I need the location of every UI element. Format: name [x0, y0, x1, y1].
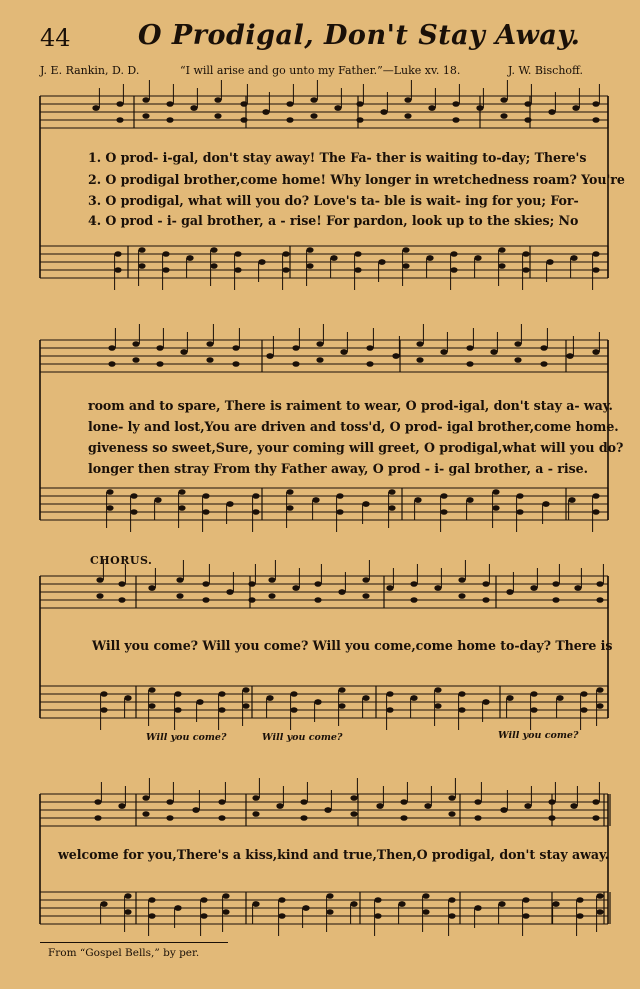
note-head	[286, 101, 293, 107]
note-head	[210, 247, 217, 253]
note-head	[576, 913, 583, 919]
note-head	[130, 493, 137, 499]
note-head	[232, 361, 239, 367]
note-head	[522, 251, 529, 257]
note-head	[416, 341, 423, 347]
note-head	[262, 109, 269, 115]
note-head	[566, 353, 573, 359]
note-head	[292, 345, 299, 351]
note-head	[552, 581, 559, 587]
note-head	[108, 361, 115, 367]
note-head	[286, 489, 293, 495]
note-head	[100, 901, 107, 907]
note-head	[514, 357, 521, 363]
note-head	[424, 803, 431, 809]
note-head	[392, 353, 399, 359]
note-head	[94, 799, 101, 805]
note-head	[574, 585, 581, 591]
chorus-lyric-line-1: Will you come? Will you come? Will you come,come home to-day? There is	[92, 638, 613, 653]
note-head	[124, 695, 131, 701]
note-head	[592, 251, 599, 257]
note-head	[202, 493, 209, 499]
note-head	[202, 509, 209, 515]
note-head	[548, 109, 555, 115]
note-head	[400, 815, 407, 821]
note-head	[218, 691, 225, 697]
note-head	[96, 577, 103, 583]
note-head	[114, 251, 121, 257]
note-head	[234, 267, 241, 273]
note-head	[378, 259, 385, 265]
note-head	[178, 489, 185, 495]
note-head	[410, 581, 417, 587]
note-head	[206, 341, 213, 347]
footnote-rule	[40, 942, 228, 943]
note-head	[124, 909, 131, 915]
verse-line-1a: 1. O prod- i-gal, don't stay away! The Fa- ther is waiting to-day; There's	[88, 150, 587, 165]
note-head	[142, 795, 149, 801]
note-head	[180, 349, 187, 355]
note-head	[410, 597, 417, 603]
note-head	[570, 803, 577, 809]
note-head	[556, 695, 563, 701]
note-head	[448, 913, 455, 919]
note-head	[306, 247, 313, 253]
note-head	[100, 691, 107, 697]
note-head	[498, 263, 505, 269]
note-head	[524, 101, 531, 107]
note-head	[106, 505, 113, 511]
note-head	[326, 893, 333, 899]
note-head	[336, 493, 343, 499]
note-head	[458, 577, 465, 583]
note-head	[374, 913, 381, 919]
note-head	[434, 585, 441, 591]
bass-echo-3: Will you come?	[498, 730, 579, 741]
note-head	[148, 585, 155, 591]
note-head	[338, 687, 345, 693]
note-head	[492, 489, 499, 495]
note-head	[592, 815, 599, 821]
note-head	[316, 341, 323, 347]
scripture-epigraph: “I will arise and go unto my Father.”—Luke xv. 18.	[180, 64, 461, 77]
note-head	[190, 105, 197, 111]
verse-line-3b: giveness so sweet,Sure, your coming will greet, O prodigal,what will you do?	[88, 440, 624, 455]
note-head	[356, 117, 363, 123]
note-head	[310, 113, 317, 119]
note-head	[252, 509, 259, 515]
note-head	[426, 255, 433, 261]
note-head	[552, 597, 559, 603]
note-head	[592, 101, 599, 107]
note-head	[290, 707, 297, 713]
note-head	[542, 501, 549, 507]
note-head	[422, 893, 429, 899]
note-head	[596, 893, 603, 899]
note-head	[234, 251, 241, 257]
note-head	[142, 97, 149, 103]
note-head	[268, 577, 275, 583]
note-head	[118, 803, 125, 809]
note-head	[402, 263, 409, 269]
note-head	[300, 815, 307, 821]
note-head	[440, 509, 447, 515]
note-head	[114, 267, 121, 273]
note-head	[302, 905, 309, 911]
footnote: From “Gospel Bells,” by per.	[48, 947, 200, 959]
note-head	[410, 695, 417, 701]
note-head	[248, 581, 255, 587]
note-head	[522, 267, 529, 273]
note-head	[142, 113, 149, 119]
note-head	[596, 909, 603, 915]
verse-line-2b: lone- ly and lost,You are driven and toss'd, O prod- igal brother,come home.	[88, 419, 619, 434]
note-head	[366, 345, 373, 351]
note-head	[374, 897, 381, 903]
note-head	[354, 251, 361, 257]
note-head	[388, 505, 395, 511]
verse-line-2a: 2. O prodigal brother,come home! Why longer in wretchedness roam? You're	[88, 172, 625, 187]
note-head	[592, 509, 599, 515]
note-head	[474, 815, 481, 821]
note-head	[338, 589, 345, 595]
note-head	[252, 901, 259, 907]
note-head	[232, 345, 239, 351]
note-head	[278, 897, 285, 903]
note-head	[398, 901, 405, 907]
note-head	[596, 687, 603, 693]
note-head	[592, 799, 599, 805]
note-head	[200, 897, 207, 903]
note-head	[314, 699, 321, 705]
verse-line-4a: 4. O prod - i- gal brother, a - rise! For pardon, look up to the skies; No	[88, 213, 579, 228]
note-head	[476, 105, 483, 111]
note-head	[362, 577, 369, 583]
note-head	[132, 357, 139, 363]
note-head	[156, 345, 163, 351]
note-head	[174, 691, 181, 697]
note-head	[312, 497, 319, 503]
note-head	[222, 893, 229, 899]
hymn-title: O Prodigal, Don't Stay Away.	[138, 20, 581, 51]
note-head	[458, 691, 465, 697]
note-head	[546, 259, 553, 265]
composer-credit: J. W. Bischoff.	[508, 64, 583, 77]
note-head	[248, 597, 255, 603]
note-head	[108, 345, 115, 351]
note-head	[362, 501, 369, 507]
note-head	[142, 811, 149, 817]
note-head	[252, 795, 259, 801]
page-number: 44	[40, 24, 71, 52]
note-head	[596, 597, 603, 603]
note-head	[252, 811, 259, 817]
note-head	[448, 811, 455, 817]
note-head	[162, 267, 169, 273]
note-head	[540, 361, 547, 367]
note-head	[580, 691, 587, 697]
note-head	[434, 687, 441, 693]
note-head	[500, 113, 507, 119]
note-head	[174, 707, 181, 713]
note-head	[474, 255, 481, 261]
note-head	[314, 581, 321, 587]
note-head	[276, 803, 283, 809]
note-head	[516, 493, 523, 499]
note-head	[306, 263, 313, 269]
note-head	[530, 707, 537, 713]
note-head	[450, 251, 457, 257]
note-head	[422, 909, 429, 915]
note-head	[500, 807, 507, 813]
note-head	[530, 585, 537, 591]
note-head	[196, 699, 203, 705]
note-head	[148, 703, 155, 709]
note-head	[138, 247, 145, 253]
note-head	[596, 703, 603, 709]
note-head	[466, 497, 473, 503]
note-head	[214, 113, 221, 119]
note-head	[166, 101, 173, 107]
note-head	[174, 905, 181, 911]
note-head	[362, 593, 369, 599]
note-head	[240, 117, 247, 123]
note-head	[240, 101, 247, 107]
verse-line-4b: longer then stray From thy Father away, O prod - i- gal brother, a - rise.	[88, 461, 588, 476]
note-head	[362, 695, 369, 701]
note-head	[500, 97, 507, 103]
note-head	[226, 501, 233, 507]
note-head	[130, 509, 137, 515]
note-head	[148, 687, 155, 693]
bass-echo-2: Will you come?	[262, 732, 343, 743]
note-head	[94, 815, 101, 821]
note-head	[154, 497, 161, 503]
note-head	[292, 585, 299, 591]
note-head	[592, 349, 599, 355]
note-head	[324, 807, 331, 813]
note-head	[316, 357, 323, 363]
note-head	[596, 581, 603, 587]
note-head	[258, 259, 265, 265]
note-head	[498, 247, 505, 253]
note-head	[548, 815, 555, 821]
note-head	[218, 707, 225, 713]
note-head	[350, 901, 357, 907]
note-head	[506, 695, 513, 701]
note-head	[450, 267, 457, 273]
note-head	[252, 493, 259, 499]
note-head	[292, 361, 299, 367]
note-head	[516, 509, 523, 515]
note-head	[300, 799, 307, 805]
note-head	[530, 691, 537, 697]
note-head	[166, 799, 173, 805]
note-head	[540, 345, 547, 351]
note-head	[416, 357, 423, 363]
note-head	[334, 105, 341, 111]
note-head	[290, 691, 297, 697]
note-head	[218, 799, 225, 805]
note-head	[572, 105, 579, 111]
note-head	[214, 97, 221, 103]
note-head	[242, 703, 249, 709]
note-head	[242, 687, 249, 693]
note-head	[178, 505, 185, 511]
note-head	[524, 803, 531, 809]
note-head	[124, 893, 131, 899]
note-head	[514, 341, 521, 347]
note-head	[458, 707, 465, 713]
note-head	[434, 703, 441, 709]
note-head	[592, 267, 599, 273]
note-head	[492, 505, 499, 511]
note-head	[148, 897, 155, 903]
note-head	[522, 897, 529, 903]
note-head	[218, 815, 225, 821]
note-head	[202, 597, 209, 603]
note-head	[592, 117, 599, 123]
note-head	[366, 361, 373, 367]
note-head	[186, 255, 193, 261]
note-head	[96, 593, 103, 599]
note-head	[524, 117, 531, 123]
note-head	[440, 349, 447, 355]
note-head	[210, 263, 217, 269]
note-head	[570, 255, 577, 261]
note-head	[354, 267, 361, 273]
note-head	[452, 101, 459, 107]
note-head	[266, 353, 273, 359]
note-head	[132, 341, 139, 347]
note-head	[166, 815, 173, 821]
note-head	[414, 497, 421, 503]
note-head	[376, 803, 383, 809]
chorus-label: CHORUS.	[90, 554, 153, 567]
note-head	[428, 105, 435, 111]
note-head	[336, 509, 343, 515]
note-head	[330, 255, 337, 261]
note-head	[202, 581, 209, 587]
note-head	[452, 117, 459, 123]
note-head	[386, 691, 393, 697]
note-head	[340, 349, 347, 355]
note-head	[116, 117, 123, 123]
note-head	[156, 361, 163, 367]
note-head	[580, 707, 587, 713]
note-head	[338, 703, 345, 709]
note-head	[482, 699, 489, 705]
note-head	[404, 113, 411, 119]
note-head	[350, 811, 357, 817]
note-head	[226, 589, 233, 595]
note-head	[282, 267, 289, 273]
note-head	[116, 101, 123, 107]
note-head	[506, 589, 513, 595]
note-head	[266, 695, 273, 701]
note-head	[404, 97, 411, 103]
note-head	[482, 581, 489, 587]
note-head	[380, 109, 387, 115]
note-head	[206, 357, 213, 363]
note-head	[490, 349, 497, 355]
note-head	[458, 593, 465, 599]
note-head	[162, 251, 169, 257]
note-head	[498, 901, 505, 907]
note-head	[314, 597, 321, 603]
note-head	[106, 489, 113, 495]
note-head	[166, 117, 173, 123]
note-head	[282, 251, 289, 257]
note-head	[386, 585, 393, 591]
author-credit: J. E. Rankin, D. D.	[40, 64, 140, 77]
note-head	[310, 97, 317, 103]
chorus-lyric-line-2: welcome for you,There's a kiss,kind and true,Then,O prodigal, don't stay away.	[58, 847, 610, 862]
note-head	[192, 807, 199, 813]
note-head	[482, 597, 489, 603]
note-head	[386, 707, 393, 713]
note-head	[474, 799, 481, 805]
note-head	[466, 345, 473, 351]
note-head	[286, 117, 293, 123]
note-head	[440, 493, 447, 499]
note-head	[402, 247, 409, 253]
note-head	[350, 795, 357, 801]
note-head	[592, 493, 599, 499]
note-head	[388, 489, 395, 495]
note-head	[326, 909, 333, 915]
note-head	[268, 593, 275, 599]
note-head	[576, 897, 583, 903]
note-head	[548, 799, 555, 805]
verse-line-3a: 3. O prodigal, what will you do? Love's ta- ble is wait- ing for you; For-	[88, 193, 579, 208]
note-head	[176, 577, 183, 583]
note-head	[448, 897, 455, 903]
note-head	[92, 105, 99, 111]
note-head	[118, 597, 125, 603]
note-head	[522, 913, 529, 919]
note-head	[118, 581, 125, 587]
note-head	[278, 913, 285, 919]
note-head	[100, 707, 107, 713]
bass-echo-1: Will you come?	[146, 732, 227, 743]
note-head	[356, 101, 363, 107]
verse-line-1b: room and to spare, There is raiment to wear, O prod-igal, don't stay a- way.	[88, 398, 613, 413]
note-head	[148, 913, 155, 919]
note-head	[400, 799, 407, 805]
note-head	[222, 909, 229, 915]
note-head	[176, 593, 183, 599]
note-head	[200, 913, 207, 919]
note-head	[466, 361, 473, 367]
note-head	[568, 497, 575, 503]
note-head	[286, 505, 293, 511]
note-head	[474, 905, 481, 911]
note-head	[448, 795, 455, 801]
note-head	[552, 901, 559, 907]
note-head	[138, 263, 145, 269]
